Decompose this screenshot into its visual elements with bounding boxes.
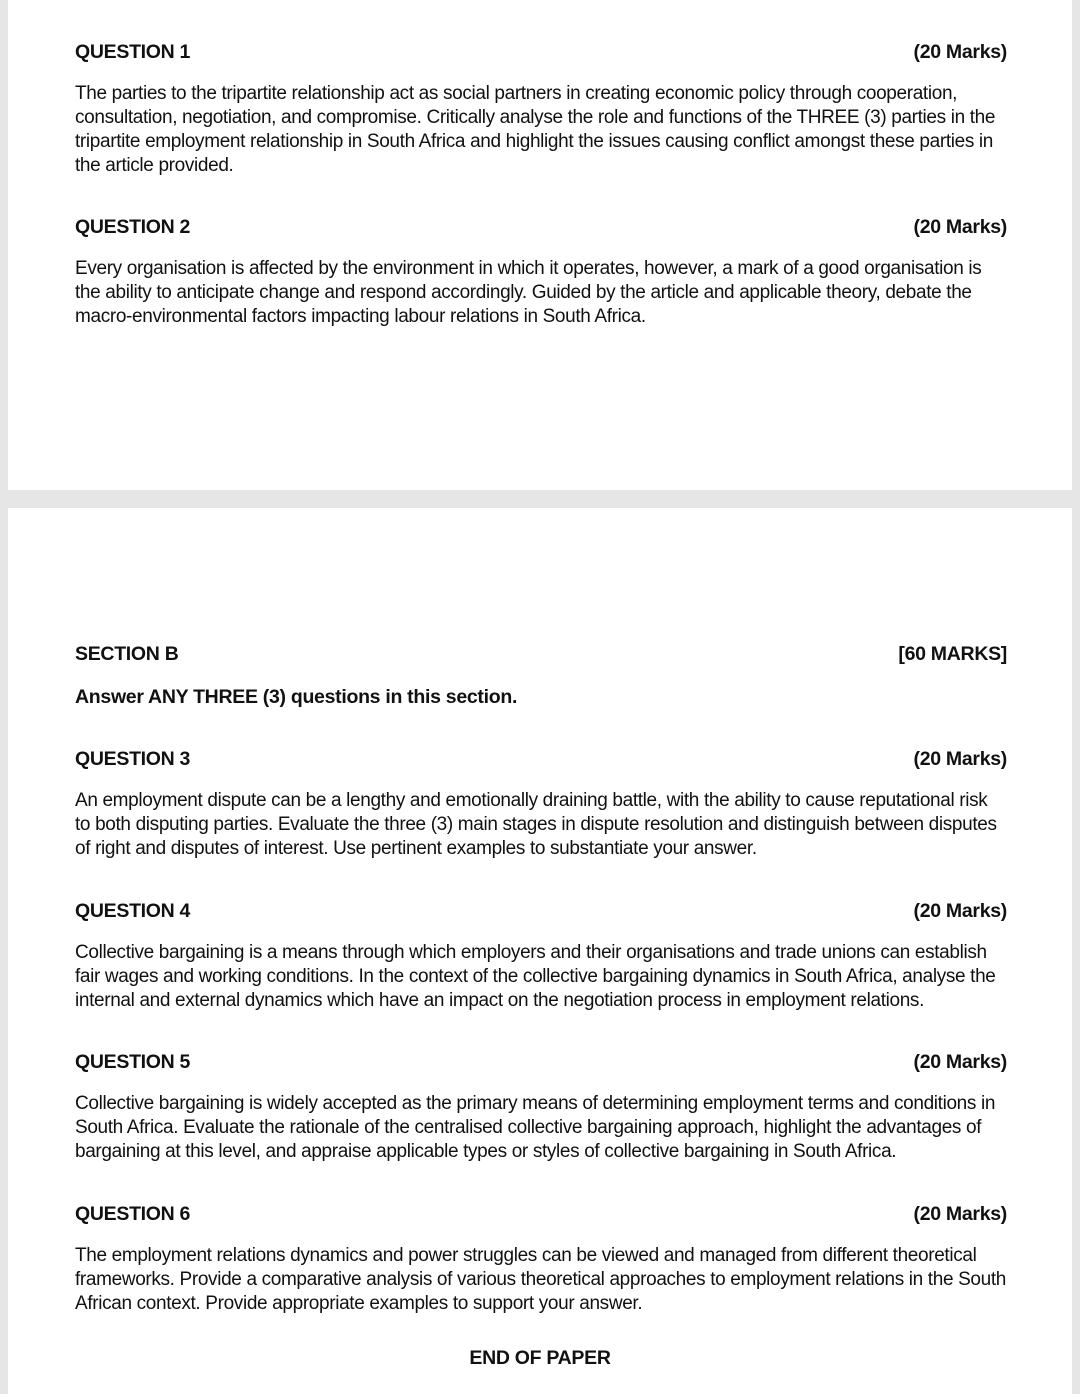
question-title: QUESTION 5 — [75, 1051, 191, 1073]
question-header — [75, 747, 1007, 771]
question-text: An employment dispute can be a lengthy and emotionally draining battle, with the ability to cause reputational risk to both disputing parties. Evaluate the three (3) main stages in dispute resolution and distinguish between disputes of right and disputes of interest. Use pertinent examples to substantiate your answer. — [75, 790, 997, 859]
section-header-row — [75, 642, 1007, 666]
section-header — [75, 642, 1007, 666]
question-text: The parties to the tripartite relationship act as social partners in creating economic policy through cooperation, consultation, negotiation, and compromise. Critically analyse the role and functions of the THREE (3) parties in the tripartite employment relationship in South Africa and highlight the issues causing conflict amongst these parties in the article provided. — [75, 83, 996, 176]
question-title: QUESTION 1 — [75, 41, 191, 63]
question-text: Collective bargaining is widely accepted as the primary means of determining employment terms and conditions in South Africa. Evaluate the rationale of the centralised collective bargaining approach, highlight the advantages of bargaining at this level, and appraise applicable types or styles of collective bargaining in South Africa. — [75, 1093, 996, 1162]
question-text: The employment relations dynamics and power struggles can be viewed and managed from different theoretical frameworks. Provide a comparative analysis of various theoretical approaches to employment relations in the South African context. Provide appropriate examples to support your answer. — [75, 1245, 1006, 1314]
question-1 — [75, 40, 1007, 178]
question-marks: (20 Marks) — [913, 1203, 1007, 1225]
question-title: QUESTION 2 — [75, 216, 191, 238]
question-marks: (20 Marks) — [913, 216, 1007, 238]
question-5 — [75, 1050, 1007, 1164]
question-marks: (20 Marks) — [913, 41, 1007, 63]
section-instruction: Answer ANY THREE (3) questions in this section. — [75, 686, 518, 708]
question-header — [75, 1050, 1007, 1074]
section-marks: [60 MARKS] — [898, 643, 1007, 665]
section-title: SECTION B — [75, 643, 179, 665]
question-marks: (20 Marks) — [913, 1051, 1007, 1073]
question-title: QUESTION 3 — [75, 748, 191, 770]
question-header — [75, 215, 1007, 239]
question-2 — [75, 215, 1007, 329]
question-4 — [75, 899, 1007, 1013]
question-title: QUESTION 6 — [75, 1203, 191, 1225]
question-3 — [75, 747, 1007, 861]
page-2 — [8, 508, 1072, 1394]
question-text: Every organisation is affected by the environment in which it operates, however, a mark of a good organisation is the ability to anticipate change and respond accordingly. Guided by the article and applicable theory, debate the macro-environmental factors impacting labour relations in South Africa. — [75, 258, 982, 327]
question-header — [75, 899, 1007, 923]
question-header — [75, 40, 1007, 64]
question-title: QUESTION 4 — [75, 900, 191, 922]
end-of-paper: END OF PAPER — [469, 1347, 611, 1369]
question-marks: (20 Marks) — [913, 748, 1007, 770]
question-marks: (20 Marks) — [913, 900, 1007, 922]
page-1 — [8, 0, 1072, 490]
question-header — [75, 1202, 1007, 1226]
question-6 — [75, 1202, 1007, 1316]
question-text: Collective bargaining is a means through which employers and their organisations and trade unions can establish fair wages and working conditions. In the context of the collective bargaining dynamics in South Africa, analyse the internal and external dynamics which have an impact on the negotiation process in employment relations. — [75, 942, 996, 1011]
